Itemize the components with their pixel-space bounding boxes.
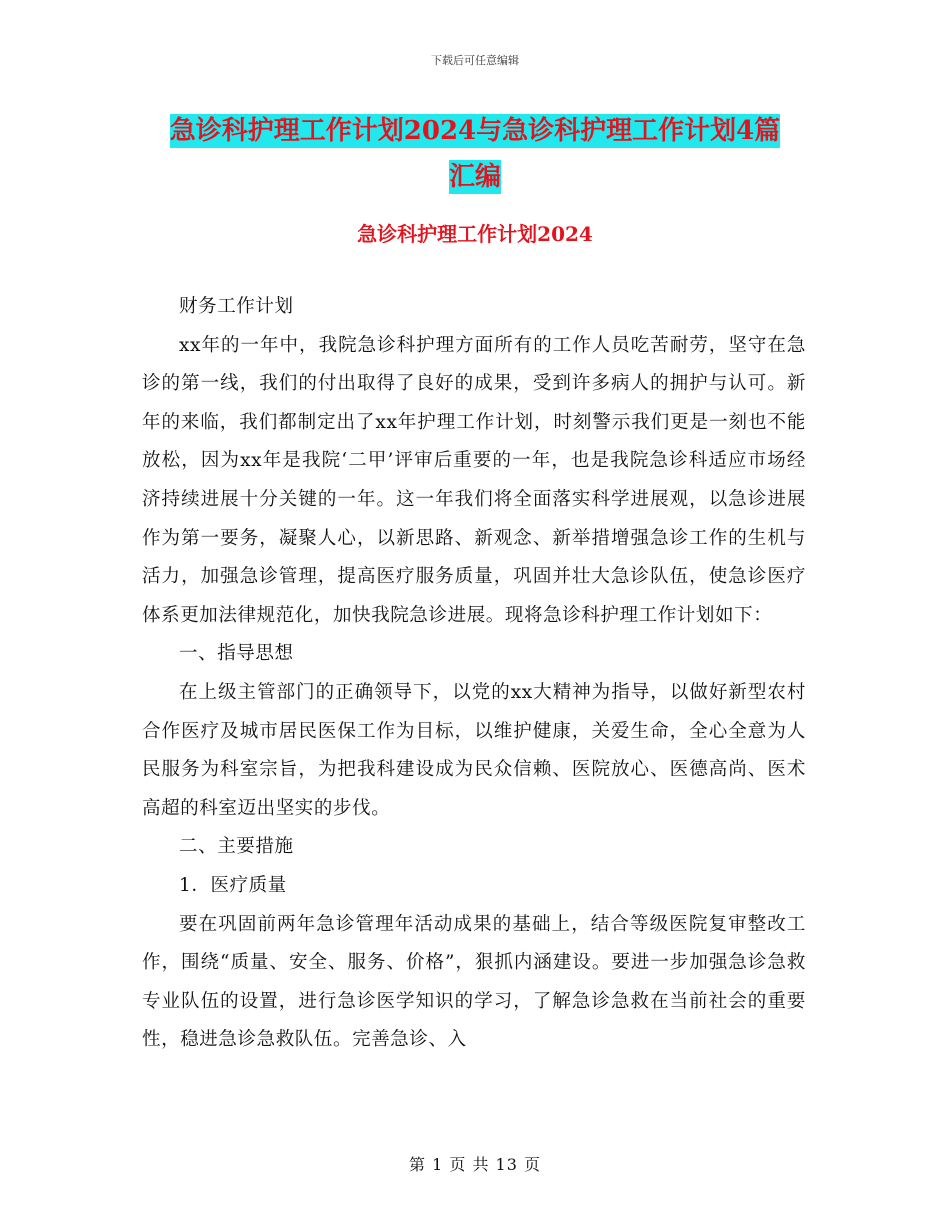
header-note: 下载后可任意编辑 <box>431 54 519 67</box>
body-text <box>142 288 806 1060</box>
section-title: 急诊科护理工作计划2024 <box>357 222 593 246</box>
document-title <box>140 108 810 200</box>
document-title-line-1: 急诊科护理工作计划2024与急诊科护理工作计划4篇 <box>169 116 781 146</box>
paragraph-guiding-ideology: 在上级主管部门的正确领导下，以党的xx大精神为指导，以做好新型农村合作医疗及城市居民医保工作为目标，以维护健康，关爱生命，全心全意为人民服务为科室宗旨，为把我科建设成为民众信赖、医院放心、医德高尚、医术高超的科室迈出坚实的步伐。 <box>142 681 806 819</box>
document-title-line-2: 汇编 <box>448 162 501 192</box>
page-footer: 第 1 页 共 13 页 <box>409 1155 541 1174</box>
paragraph-heading-finance: 财务工作计划 <box>179 296 294 317</box>
paragraph-intro: xx年的一年中，我院急诊科护理方面所有的工作人员吃苦耐劳，坚守在急诊的第一线，我们的付出取得了良好的成果，受到许多病人的拥护与认可。新年的来临，我们都制定出了xx年护理工作计划，时刻警示我们更是一刻也不能放松，因为xx年是我院‘二甲’评审后重要的一年，也是我院急诊科适应市场经济持续进展十分关键的一年。这一年我们将全面落实科学进展观，以急诊进展作为第一要务，凝聚人心，以新思路、新观念、新举措增强急诊工作的生机与活力，加强急诊管理，提高医疗服务质量，巩固并壮大急诊队伍，使急诊医疗体系更加法律规范化，加快我院急诊进展。现将急诊科护理工作计划如下： <box>142 334 806 626</box>
paragraph-medical-quality: 要在巩固前两年急诊管理年活动成果的基础上，结合等级医院复审整改工作，围绕“质量、安全、服务、价格”，狠抓内涵建设。要进一步加强急诊急救专业队伍的设置，进行急诊医学知识的学习，了解急诊急救在当前社会的重要性，稳进急诊急救队伍。完善急诊、入 <box>142 913 806 1051</box>
heading-medical-quality: 1．医疗质量 <box>179 874 287 896</box>
heading-guiding-ideology: 一、指导思想 <box>179 643 294 665</box>
heading-main-measures: 二、主要措施 <box>179 836 294 858</box>
